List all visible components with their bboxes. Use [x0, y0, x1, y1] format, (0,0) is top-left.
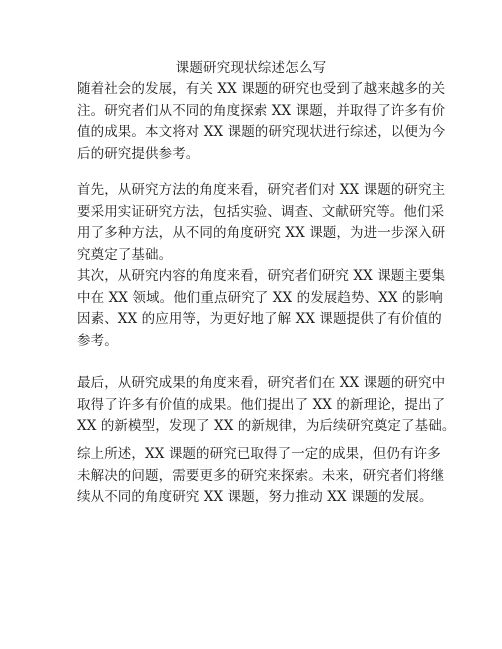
paragraph-line: 注。研究者们从不同的角度探索 XX 课题，并取得了许多有价	[77, 102, 446, 119]
paragraph-results	[77, 373, 456, 438]
paragraph-line: XX 的新模型，发现了 XX 的新规律，为后续研究奠定了基础。	[77, 418, 456, 434]
paragraph-line: 最后，从研究成果的角度来看，研究者们在 XX 课题的研究中	[77, 375, 446, 391]
paragraph-introduction	[77, 79, 446, 165]
paragraph-line: 取得了许多有价值的成果。他们提出了 XX 的新理论，提出了	[77, 396, 446, 413]
paragraph-line: 其次，从研究内容的角度来看，研究者们研究 XX 课题主要集	[77, 268, 446, 284]
paragraph-line: 要采用实证研究方法，包括实验、调查、文献研究等。他们采	[77, 203, 445, 220]
paragraph-line: 首先，从研究方法的角度来看，研究者们对 XX 课题的研究主	[77, 182, 446, 198]
paragraph-line: 中在 XX 领域。他们重点研究了 XX 的发展趋势、XX 的影响	[77, 289, 443, 306]
paragraph-line: 续从不同的角度研究 XX 课题，努力推动 XX 课题的发展。	[77, 489, 433, 505]
paragraph-line: 值的成果。本文将对 XX 课题的研究现状进行综述，以便为今	[77, 124, 446, 140]
paragraph-line: 随着社会的发展，有关 XX 课题的研究也受到了越来越多的关	[77, 81, 446, 97]
paragraph-methods	[77, 180, 446, 266]
paragraph-line: 综上所述，XX 课题的研究已取得了一定的成果，但仍有许多	[77, 446, 441, 462]
document-title: 课题研究现状综述怎么写	[175, 60, 327, 76]
paragraph-line: 因素、XX 的应用等，为更好地了解 XX 课题提供了有价值的	[77, 311, 442, 327]
paragraph-line: 用了多种方法，从不同的角度研究 XX 课题，为进一步深入研	[77, 225, 446, 241]
paragraph-line: 未解决的问题，需要更多的研究来探索。未来，研究者们将继	[77, 467, 445, 484]
paragraph-line: 参考。	[77, 332, 118, 349]
paragraph-content	[77, 266, 446, 352]
paragraph-conclusion	[77, 444, 445, 509]
paragraph-line: 后的研究提供参考。	[77, 145, 200, 162]
paragraph-line: 究奠定了基础。	[77, 246, 173, 263]
